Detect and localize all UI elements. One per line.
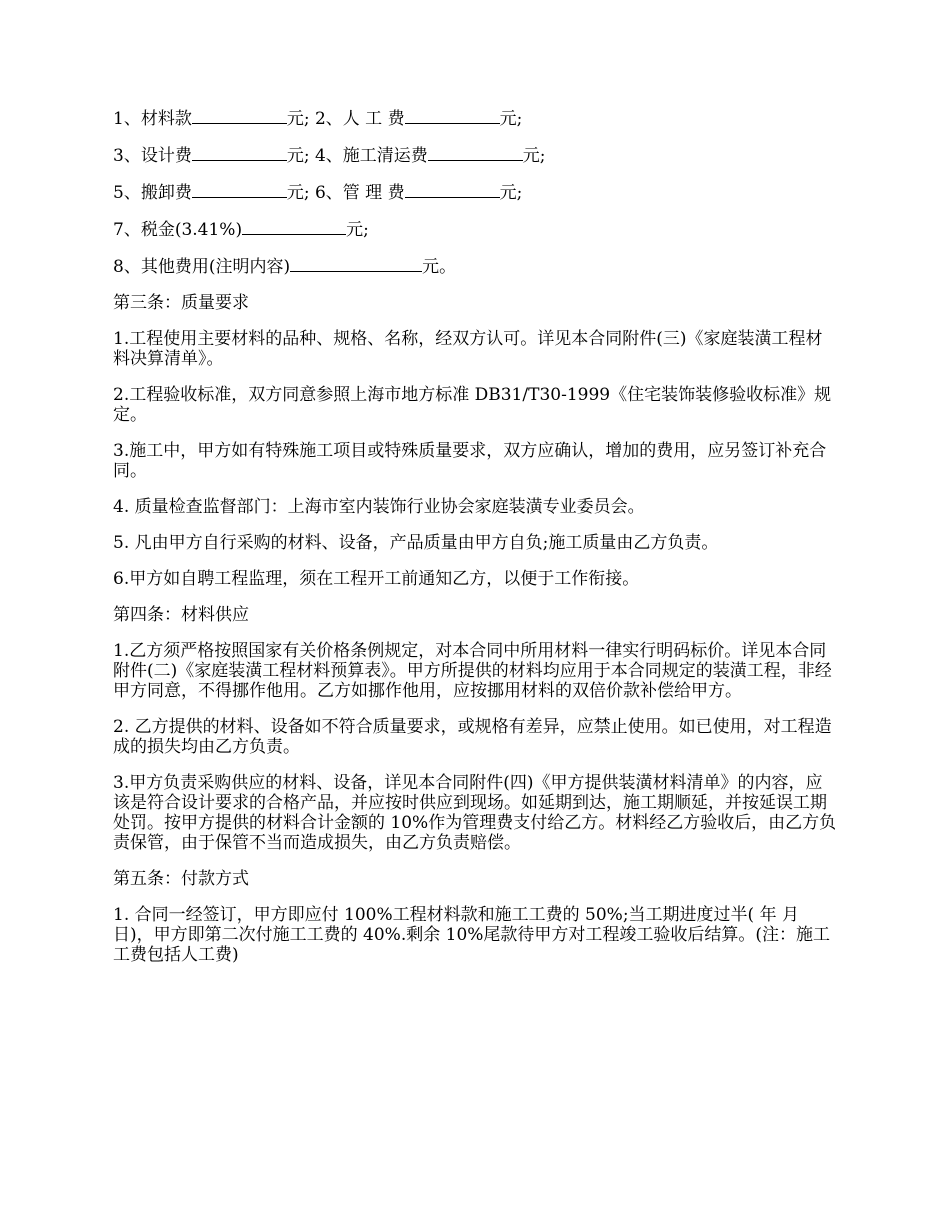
- fee-label-management: 元; 6、管 理 费: [286, 183, 405, 203]
- blank-materials: [192, 108, 287, 124]
- fee-unit: 元;: [499, 109, 523, 129]
- section-heading-quality: 第三条：质量要求: [113, 293, 249, 313]
- fee-unit: 元;: [522, 146, 546, 166]
- quality-clause-2: 2.工程验收标准，双方同意参照上海市地方标准 DB31/T30-1999《住宅装饰装修验收标准》规定。: [113, 385, 832, 425]
- document-page: [113, 108, 838, 981]
- payment-clause-1: 1. 合同一经签订，甲方即应付 100%工程材料款和施工工费的 50%;当工期进度过半( 年 月 日)，甲方即第二次付施工工费的 40%.剩余 10%尾款待甲方对工程竣工验收后结算。(注：施工工费包括人工费): [113, 905, 831, 965]
- quality-clause-6: 6.甲方如自聘工程监理，须在工程开工前通知乙方，以便于工作衔接。: [113, 569, 640, 589]
- fee-label-cleanup: 元; 4、施工清运费: [286, 146, 428, 166]
- fee-label-design: 3、设计费: [113, 146, 192, 166]
- blank-design: [192, 145, 287, 161]
- fee-line-2: [113, 145, 838, 166]
- quality-clause-5: 5. 凡由甲方自行采购的材料、设备，产品质量由甲方自负;施工质量由乙方负责。: [113, 533, 719, 553]
- section-heading-payment: 第五条：付款方式: [113, 869, 249, 889]
- fee-label-labor: 元; 2、人 工 费: [286, 109, 405, 129]
- fee-label-other: 8、其他费用(注明内容): [113, 257, 291, 277]
- blank-cleanup: [428, 145, 523, 161]
- fee-line-5: [113, 256, 838, 277]
- fee-unit: 元。: [422, 257, 457, 277]
- blank-management: [405, 182, 500, 198]
- blank-labor: [405, 108, 500, 124]
- materials-clause-2: 2. 乙方提供的材料、设备如不符合质量要求，或规格有差异，应禁止使用。如已使用，对工程造成的损失均由乙方负责。: [113, 717, 832, 757]
- materials-clause-1: 1.乙方须严格按照国家有关价格条例规定，对本合同中所用材料一律实行明码标价。详见本合同附件(二)《家庭装潢工程材料预算表》。甲方所提供的材料均应用于本合同规定的装潢工程，非经甲方同意，不得挪作他用。乙方如挪作他用，应按挪用材料的双倍价款补偿给甲方。: [113, 641, 832, 701]
- fee-unit: 元;: [499, 183, 523, 203]
- blank-other: [290, 256, 422, 272]
- fee-line-1: [113, 108, 838, 129]
- quality-clause-1: 1.工程使用主要材料的品种、规格、名称，经双方认可。详见本合同附件(三)《家庭装潢工程材料决算清单》。: [113, 329, 823, 369]
- quality-clause-3: 3.施工中，甲方如有特殊施工项目或特殊质量要求，双方应确认，增加的费用，应另签订补充合同。: [113, 441, 827, 481]
- fee-line-3: [113, 182, 838, 203]
- materials-clause-3: 3.甲方负责采购供应的材料、设备，详见本合同附件(四)《甲方提供装潢材料清单》的内容，应该是符合设计要求的合格产品，并应按时供应到现场。如延期到达，施工期顺延，并按延误工期处罚。按甲方提供的材料合计金额的 10%作为管理费支付给乙方。材料经乙方验收后，由乙方负责保管，由于保管不当而造成损失，由乙方负责赔偿。: [113, 773, 837, 853]
- fee-line-4: [113, 219, 838, 240]
- blank-handling: [192, 182, 287, 198]
- section-heading-materials: 第四条：材料供应: [113, 605, 249, 625]
- quality-clause-4: 4. 质量检查监督部门：上海市室内装饰行业协会家庭装潢专业委员会。: [113, 497, 645, 517]
- blank-tax: [242, 219, 346, 235]
- fee-label-handling: 5、搬卸费: [113, 183, 192, 203]
- fee-label-materials: 1、材料款: [113, 109, 192, 129]
- fee-unit: 元;: [346, 220, 369, 240]
- fee-label-tax: 7、税金(3.41%): [113, 220, 243, 240]
